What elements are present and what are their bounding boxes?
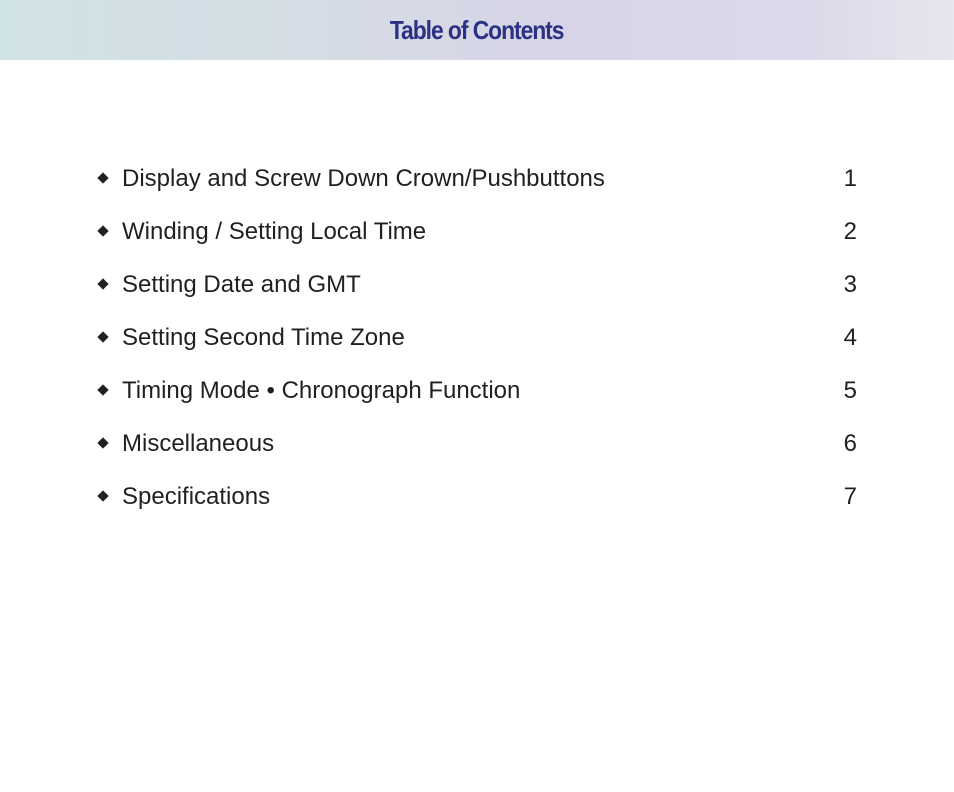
diamond-bullet-icon [98,332,109,343]
toc-entry-label: Timing Mode • Chronograph Function [122,376,521,404]
diamond-bullet-icon [98,226,109,237]
toc-entry-label-group [95,324,405,352]
toc-entry-label: Setting Date and GMT [122,270,361,298]
diamond-bullet-icon [98,279,109,290]
toc-entry-page-number: 4 [843,323,857,351]
toc-entry[interactable] [95,417,857,470]
toc-entry-label: Specifications [122,482,271,510]
toc-entry-page-number: 1 [843,164,857,192]
toc-entry-label-group [95,430,274,458]
diamond-bullet-icon [98,491,109,502]
header-banner [0,0,954,60]
toc-entry[interactable] [95,364,857,417]
toc-entry-page-number: 2 [843,217,857,245]
toc-entry-label-group [95,483,270,511]
toc-entry-page-number: 6 [843,429,857,457]
diamond-bullet-icon [98,385,109,396]
diamond-bullet-icon [98,438,109,449]
diamond-bullet-icon [98,173,109,184]
toc-entry-label: Winding / Setting Local Time [122,217,427,245]
toc-entry-label: Display and Screw Down Crown/Pushbuttons [122,164,605,192]
toc-entry[interactable] [95,311,857,364]
table-of-contents [95,152,857,523]
toc-entry[interactable] [95,470,857,523]
toc-entry-label: Setting Second Time Zone [122,323,405,351]
toc-entry-label-group [95,271,361,299]
toc-entry-page-number: 7 [843,482,857,510]
page-title: Table of Contents [390,14,564,45]
toc-entry-label-group [95,377,520,405]
toc-entry[interactable] [95,258,857,311]
toc-entry[interactable] [95,152,857,205]
toc-entry-page-number: 3 [843,270,857,298]
toc-entry-label-group [95,165,605,193]
toc-entry-label-group [95,218,426,246]
toc-entry[interactable] [95,205,857,258]
toc-entry-label: Miscellaneous [122,429,275,457]
toc-entry-page-number: 5 [843,376,857,404]
